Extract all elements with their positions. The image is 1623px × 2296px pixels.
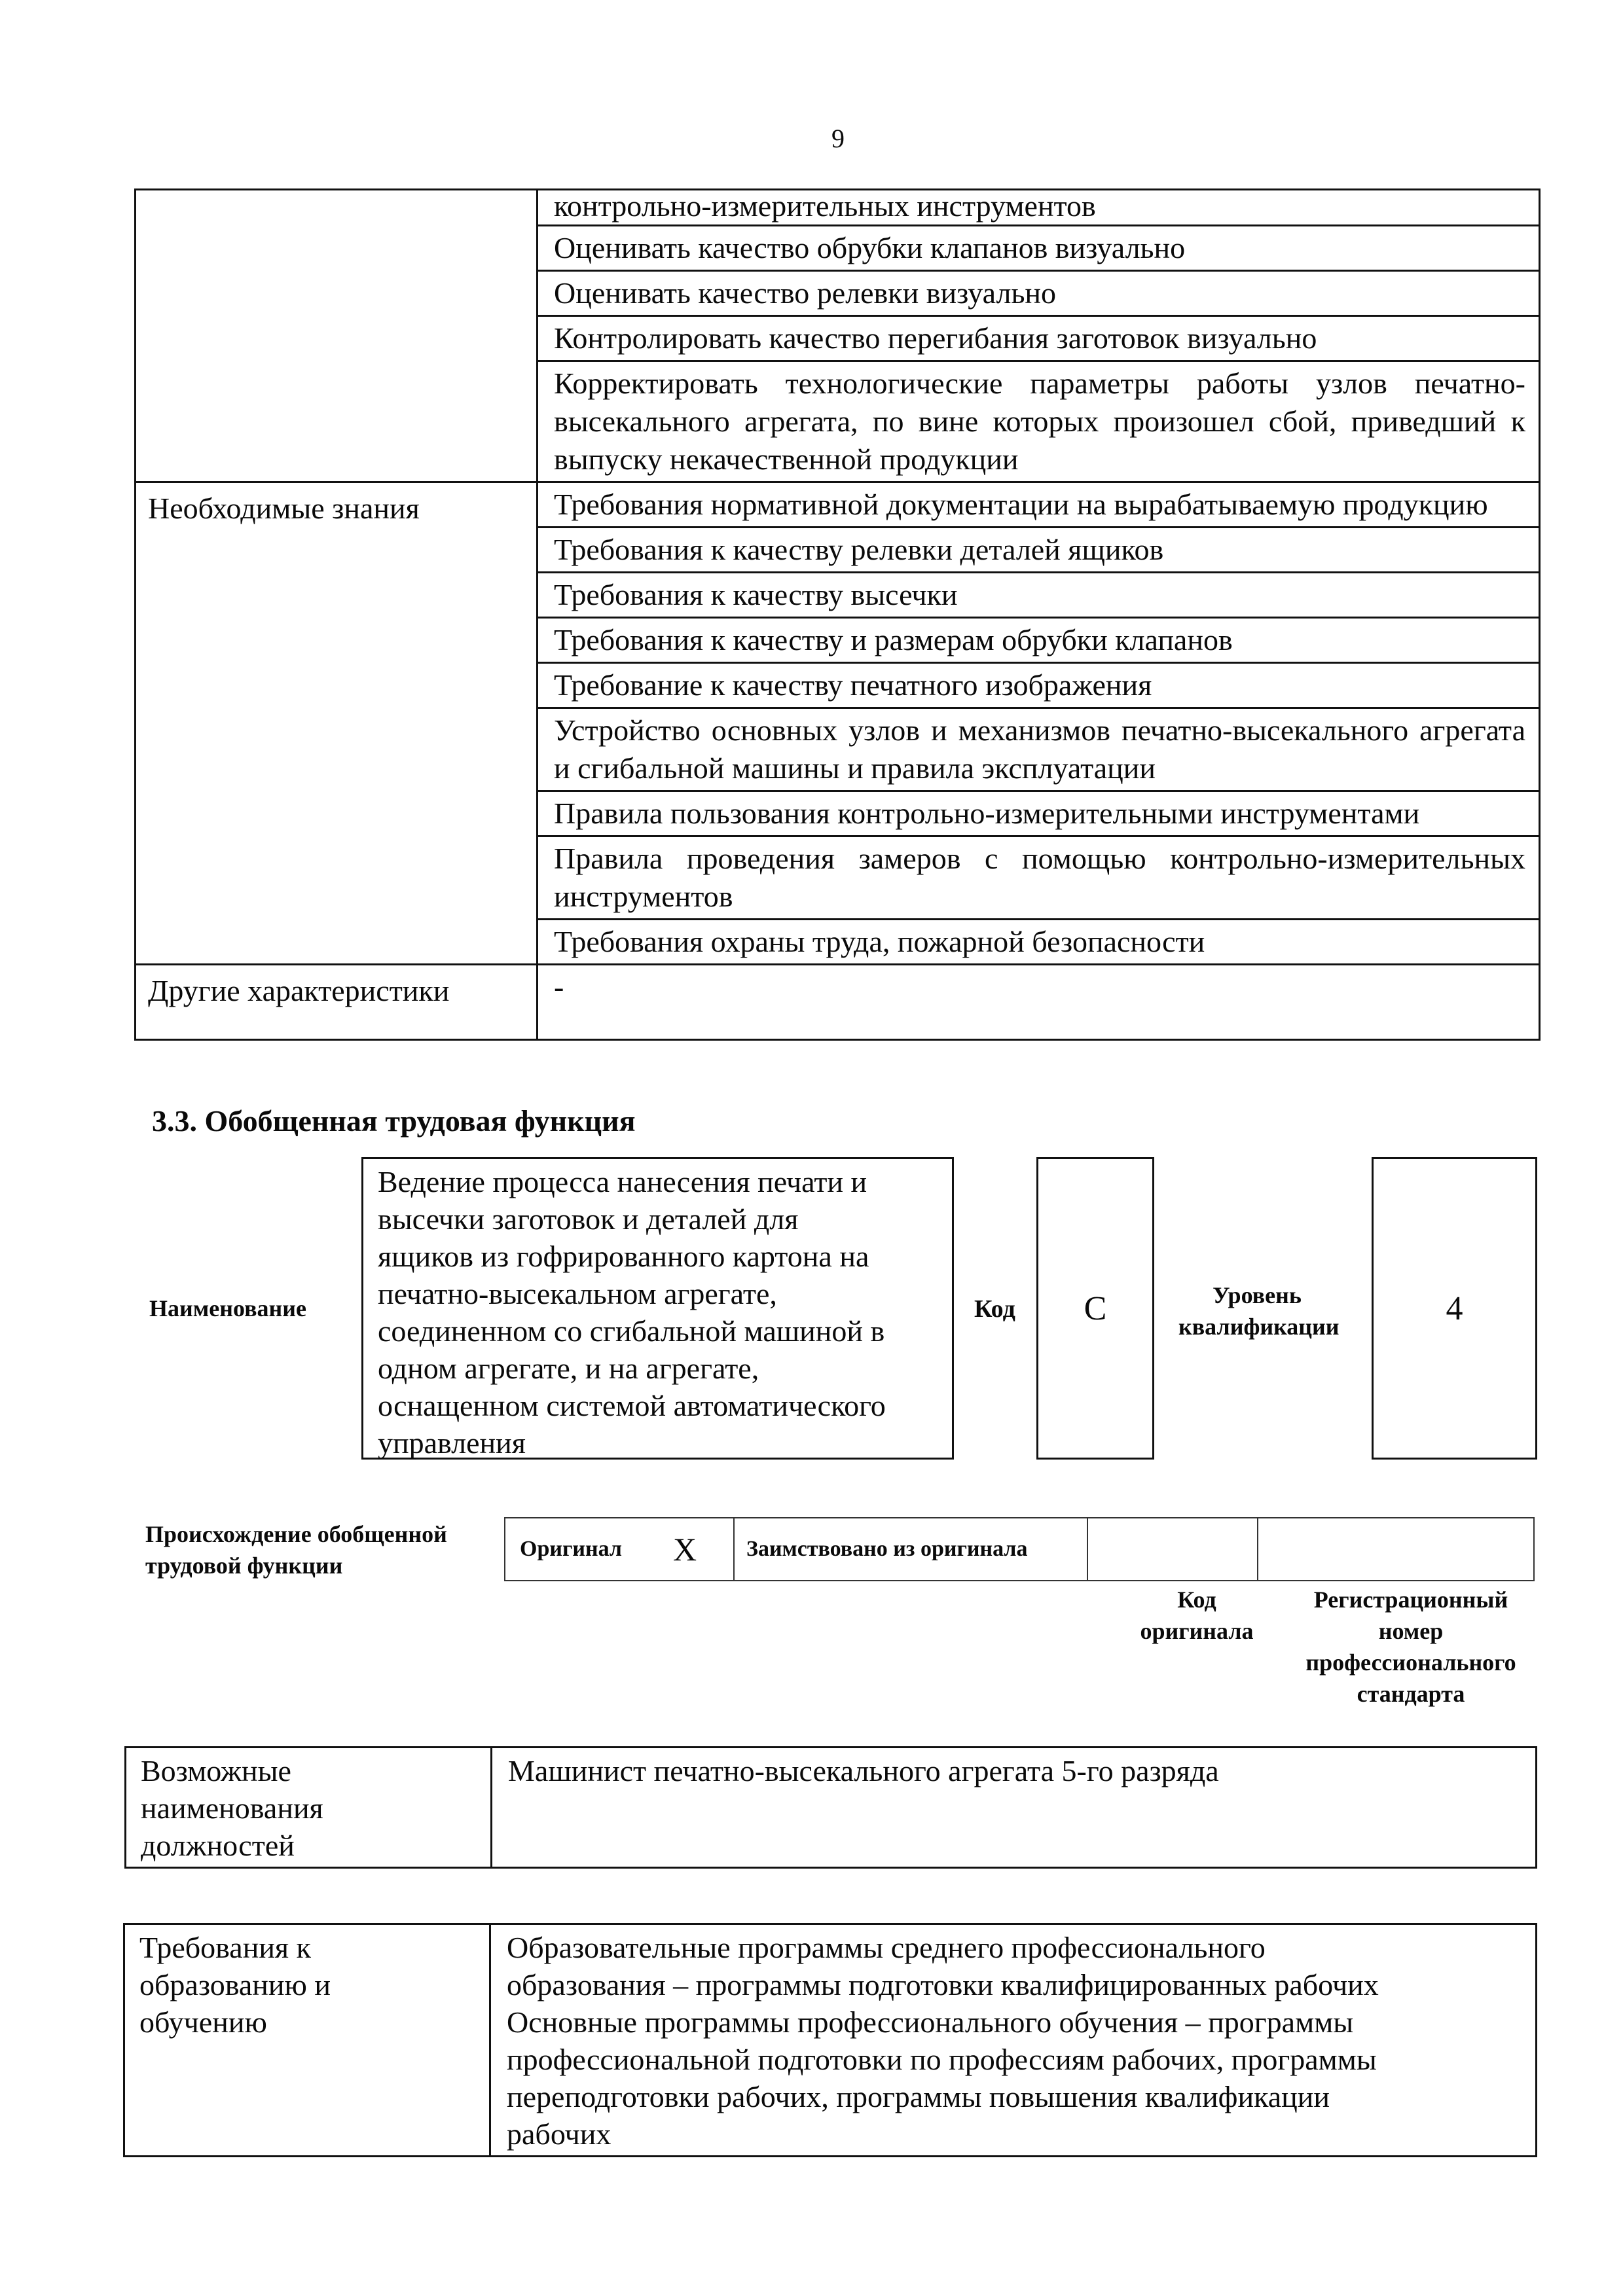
function-name-line: соединенном со сгибальной машиной в (378, 1314, 885, 1348)
origin-reg-number-cell (1258, 1518, 1533, 1580)
section-title: 3.3. Обобщенная трудовая функция (152, 1104, 636, 1138)
origin-code-cell (1088, 1518, 1258, 1580)
original-code-caption (1105, 1584, 1288, 1647)
reg-number-caption (1273, 1584, 1548, 1710)
education-line: образования – программы подготовки квалифицированных рабочих (507, 1968, 1379, 2001)
function-name-line: оснащенном системой автоматического (378, 1389, 886, 1422)
education-line: рабочих (507, 2117, 611, 2151)
table-cell: Требования к качеству и размерам обрубки клапанов (538, 618, 1540, 663)
table-cell: Требования к качеству релевки деталей ящиков (538, 528, 1540, 573)
row-label-knowledge: Необходимые знания (136, 482, 538, 965)
education-line: профессиональной подготовки по профессиям рабочих, программы (507, 2043, 1377, 2076)
table-cell: Оценивать качество релевки визуально (538, 271, 1540, 316)
name-label: Наименование (149, 1295, 306, 1321)
label-line: должностей (141, 1829, 295, 1862)
function-name-line: печатно-высекальном агрегате, (378, 1277, 777, 1310)
code-value-box (1036, 1157, 1154, 1460)
table-cell: - (538, 965, 1540, 1040)
caption-line: стандарта (1357, 1681, 1465, 1707)
caption-line: оригинала (1140, 1618, 1254, 1644)
table-row (136, 482, 1540, 528)
job-titles-value: Машинист печатно-высекального агрегата 5-го разряда (492, 1748, 1537, 1868)
function-name-line: высечки заготовок и деталей для (378, 1202, 799, 1236)
original-mark: X (672, 1531, 697, 1568)
table-cell: Требования нормативной документации на вырабатываемую продукцию (538, 482, 1540, 528)
table-cell: контрольно-измерительных инструментов (538, 190, 1540, 226)
row-label-cell (136, 190, 538, 482)
table-cell: Правила пользования контрольно-измерительными инструментами (538, 791, 1540, 836)
function-name-line: управления (378, 1426, 526, 1460)
function-name-line: ящиков из гофрированного картона на (378, 1240, 869, 1273)
label-line: обучению (139, 2005, 267, 2039)
code-value: C (1084, 1289, 1107, 1327)
function-name-box (361, 1157, 954, 1460)
education-line: Основные программы профессионального обучения – программы (507, 2005, 1354, 2039)
job-titles-label (126, 1748, 492, 1868)
label-line: образованию и (139, 1968, 331, 2001)
origin-label (145, 1518, 447, 1581)
education-requirements-table (123, 1923, 1537, 2157)
table-cell: Контролировать качество перегибания заготовок визуально (538, 316, 1540, 361)
borrowed-label: Заимствовано из оригинала (746, 1537, 1028, 1561)
education-line: Образовательные программы среднего профессионального (507, 1931, 1266, 1964)
origin-label-line: трудовой функции (145, 1552, 343, 1579)
table-cell: Требования охраны труда, пожарной безопасности (538, 920, 1540, 965)
origin-borrowed-cell (735, 1518, 1088, 1580)
table-cell: Требования к качеству высечки (538, 573, 1540, 618)
original-label: Оригинал (520, 1537, 622, 1561)
qualification-level-label: Уровень квалификации (1178, 1282, 1340, 1340)
label-line: Требования к (139, 1931, 311, 1964)
level-value-box (1372, 1157, 1537, 1460)
table-cell: Устройство основных узлов и механизмов печатно-высекального агрегата и сгибальной машины и правила эксплуатации (538, 708, 1540, 791)
skills-knowledge-table (134, 188, 1541, 1041)
table-row (136, 190, 1540, 226)
caption-line: Регистрационный (1313, 1587, 1508, 1613)
table-cell: Правила проведения замеров с помощью контрольно-измерительных инструментов (538, 836, 1540, 920)
education-line: переподготовки рабочих, программы повышения квалификации (507, 2080, 1330, 2113)
education-value (490, 1924, 1537, 2157)
level-value: 4 (1446, 1289, 1463, 1327)
caption-line: профессионального (1305, 1649, 1516, 1676)
table-cell: Корректировать технологические параметры работы узлов печатно-высекального агрегата, по вине которых произошел сбой, приведший к выпуску некачественной продукции (538, 361, 1540, 482)
row-label-other: Другие характеристики (136, 965, 538, 1040)
caption-line: Код (1177, 1587, 1216, 1613)
origin-original-cell (505, 1518, 735, 1580)
page-number: 9 (831, 124, 845, 153)
code-label: Код (974, 1295, 1015, 1323)
function-name-line: одном агрегате, и на агрегате, (378, 1352, 759, 1385)
education-label (124, 1924, 490, 2157)
origin-label-line: Происхождение обобщенной (145, 1521, 447, 1547)
table-cell: Требование к качеству печатного изображения (538, 663, 1540, 708)
table-row (126, 1748, 1537, 1868)
label-line: Возможные (141, 1754, 291, 1787)
function-name-line: Ведение процесса нанесения печати и (378, 1165, 867, 1198)
origin-table (504, 1517, 1535, 1581)
label-line: наименования (141, 1791, 323, 1825)
table-row (124, 1924, 1537, 2157)
table-row (136, 965, 1540, 1040)
caption-line: номер (1378, 1618, 1444, 1644)
job-titles-table (124, 1746, 1537, 1869)
table-cell: Оценивать качество обрубки клапанов визуально (538, 226, 1540, 271)
